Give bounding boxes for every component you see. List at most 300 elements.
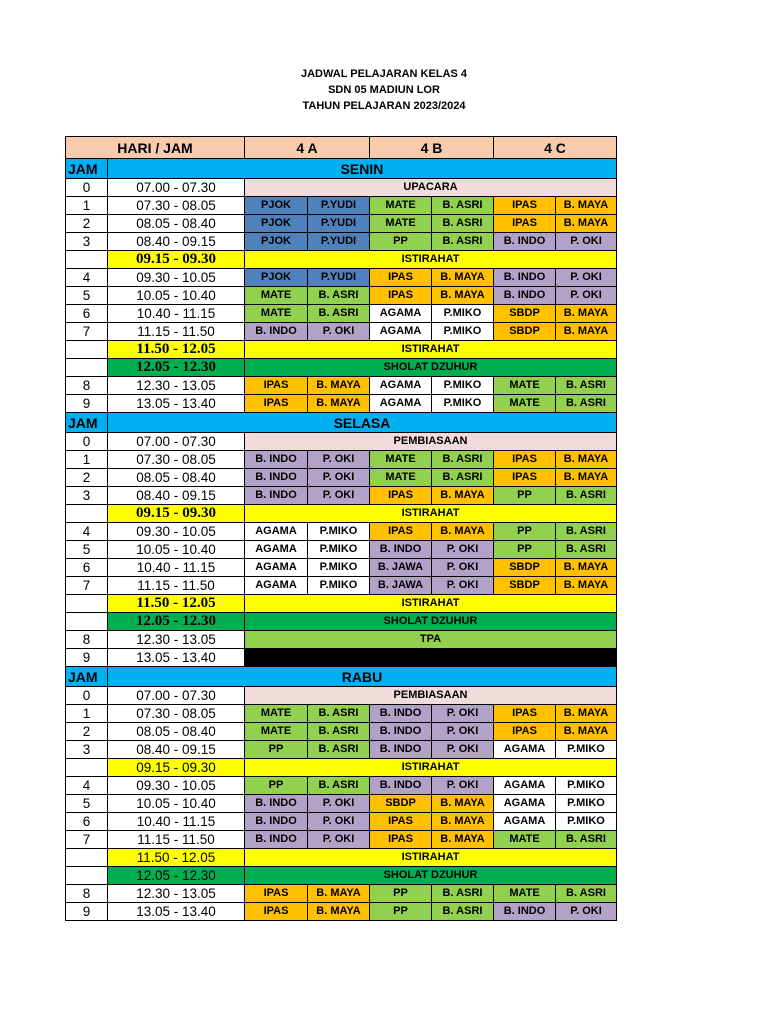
time-slot: 09.30 - 10.05 xyxy=(108,523,245,541)
teacher-cell: B. MAYA xyxy=(432,831,494,849)
table-row xyxy=(66,813,617,831)
teacher-cell: P.YUDI xyxy=(308,233,370,251)
teacher-cell: P.MIKO xyxy=(556,795,617,813)
period-number: 1 xyxy=(66,197,108,215)
activity-bar: TPA xyxy=(245,631,617,649)
period-number xyxy=(66,359,108,377)
teacher-cell: B. MAYA xyxy=(556,577,617,595)
subject-cell: B. INDO xyxy=(245,487,308,505)
teacher-cell: B. MAYA xyxy=(308,903,370,921)
period-number: 7 xyxy=(66,831,108,849)
subject-cell: MATE xyxy=(494,377,556,395)
subject-cell: PP xyxy=(494,541,556,559)
time-slot: 12.05 - 12.30 xyxy=(108,359,245,377)
time-slot: 11.15 - 11.50 xyxy=(108,577,245,595)
subject-cell: B. INDO xyxy=(245,469,308,487)
time-slot: 11.50 - 12.05 xyxy=(108,341,245,359)
time-slot: 10.05 - 10.40 xyxy=(108,541,245,559)
day-name: RABU xyxy=(108,667,617,687)
teacher-cell: P.MIKO xyxy=(556,777,617,795)
teacher-cell: B. MAYA xyxy=(432,813,494,831)
subject-cell: AGAMA xyxy=(245,559,308,577)
teacher-cell: B. ASRI xyxy=(556,377,617,395)
time-slot: 12.30 - 13.05 xyxy=(108,885,245,903)
table-row xyxy=(66,233,617,251)
subject-cell: B. JAWA xyxy=(370,559,432,577)
subject-cell: B. INDO xyxy=(494,287,556,305)
period-number xyxy=(66,341,108,359)
subject-cell: B. INDO xyxy=(494,269,556,287)
time-slot: 13.05 - 13.40 xyxy=(108,395,245,413)
subject-cell: B. INDO xyxy=(370,723,432,741)
period-number xyxy=(66,505,108,523)
period-number: 9 xyxy=(66,395,108,413)
time-slot: 08.05 - 08.40 xyxy=(108,215,245,233)
period-number: 5 xyxy=(66,541,108,559)
table-row xyxy=(66,795,617,813)
time-slot: 11.15 - 11.50 xyxy=(108,323,245,341)
time-slot: 13.05 - 13.40 xyxy=(108,649,245,667)
activity-bar: ISTIRAHAT xyxy=(245,759,617,777)
subject-cell: AGAMA xyxy=(370,395,432,413)
table-row xyxy=(66,505,617,523)
time-slot: 13.05 - 13.40 xyxy=(108,903,245,921)
teacher-cell: B. ASRI xyxy=(308,705,370,723)
time-slot: 07.00 - 07.30 xyxy=(108,179,245,197)
teacher-cell: B. ASRI xyxy=(308,777,370,795)
teacher-cell: B. MAYA xyxy=(556,451,617,469)
time-slot: 07.00 - 07.30 xyxy=(108,687,245,705)
period-number: 4 xyxy=(66,269,108,287)
time-slot: 09.30 - 10.05 xyxy=(108,269,245,287)
table-row xyxy=(66,687,617,705)
table-row xyxy=(66,777,617,795)
time-slot: 09.15 - 09.30 xyxy=(108,759,245,777)
jam-label: JAM xyxy=(66,413,108,433)
table-row xyxy=(66,305,617,323)
period-number: 0 xyxy=(66,179,108,197)
subject-cell: MATE xyxy=(494,395,556,413)
teacher-cell: P.MIKO xyxy=(432,323,494,341)
title-line-1: JADWAL PELAJARAN KELAS 4 xyxy=(300,68,468,80)
subject-cell: IPAS xyxy=(494,705,556,723)
teacher-cell: B. ASRI xyxy=(432,451,494,469)
teacher-cell: B. MAYA xyxy=(556,559,617,577)
teacher-cell: P. OKI xyxy=(308,487,370,505)
subject-cell: AGAMA xyxy=(494,795,556,813)
table-row xyxy=(66,469,617,487)
period-number xyxy=(66,251,108,269)
time-slot: 12.05 - 12.30 xyxy=(108,613,245,631)
activity-bar: UPACARA xyxy=(245,179,617,197)
subject-cell: B. INDO xyxy=(245,451,308,469)
period-number: 9 xyxy=(66,649,108,667)
table-row xyxy=(66,867,617,885)
time-slot: 10.05 - 10.40 xyxy=(108,287,245,305)
teacher-cell: P.MIKO xyxy=(432,305,494,323)
table-row xyxy=(66,215,617,233)
subject-cell: MATE xyxy=(494,885,556,903)
teacher-cell: P. OKI xyxy=(556,269,617,287)
subject-cell: IPAS xyxy=(370,831,432,849)
period-number: 8 xyxy=(66,631,108,649)
jam-label: JAM xyxy=(66,667,108,687)
teacher-cell: P. OKI xyxy=(432,541,494,559)
period-number: 6 xyxy=(66,813,108,831)
time-slot: 12.05 - 12.30 xyxy=(108,867,245,885)
teacher-cell: B. ASRI xyxy=(556,831,617,849)
time-slot: 08.05 - 08.40 xyxy=(108,469,245,487)
period-number: 8 xyxy=(66,377,108,395)
day-header-row xyxy=(66,159,617,179)
table-row xyxy=(66,341,617,359)
activity-bar: SHOLAT DZUHUR xyxy=(245,359,617,377)
subject-cell: PP xyxy=(245,741,308,759)
teacher-cell: P.MIKO xyxy=(308,577,370,595)
period-number: 0 xyxy=(66,687,108,705)
teacher-cell: B. ASRI xyxy=(308,305,370,323)
time-slot: 10.40 - 11.15 xyxy=(108,559,245,577)
teacher-cell: B. ASRI xyxy=(432,215,494,233)
table-row xyxy=(66,595,617,613)
time-slot: 11.15 - 11.50 xyxy=(108,831,245,849)
subject-cell: IPAS xyxy=(245,885,308,903)
subject-cell: B. INDO xyxy=(370,705,432,723)
empty-bar xyxy=(245,649,617,667)
period-number: 3 xyxy=(66,233,108,251)
day-name: SENIN xyxy=(108,159,617,179)
time-slot: 12.30 - 13.05 xyxy=(108,377,245,395)
period-number: 4 xyxy=(66,523,108,541)
period-number: 5 xyxy=(66,287,108,305)
time-slot: 10.40 - 11.15 xyxy=(108,813,245,831)
subject-cell: PJOK xyxy=(245,233,308,251)
time-slot: 08.05 - 08.40 xyxy=(108,723,245,741)
teacher-cell: P.YUDI xyxy=(308,269,370,287)
subject-cell: AGAMA xyxy=(494,777,556,795)
teacher-cell: B. ASRI xyxy=(308,723,370,741)
subject-cell: PP xyxy=(370,233,432,251)
teacher-cell: P. OKI xyxy=(432,741,494,759)
teacher-cell: B. ASRI xyxy=(432,233,494,251)
schedule-table xyxy=(65,136,617,921)
teacher-cell: P.MIKO xyxy=(432,377,494,395)
teacher-cell: P. OKI xyxy=(308,813,370,831)
subject-cell: IPAS xyxy=(494,723,556,741)
teacher-cell: P. OKI xyxy=(556,233,617,251)
document-title xyxy=(0,66,768,114)
subject-cell: B. INDO xyxy=(245,795,308,813)
subject-cell: PJOK xyxy=(245,269,308,287)
subject-cell: IPAS xyxy=(494,197,556,215)
period-number: 2 xyxy=(66,215,108,233)
subject-cell: AGAMA xyxy=(370,305,432,323)
table-row xyxy=(66,251,617,269)
subject-cell: MATE xyxy=(245,705,308,723)
teacher-cell: B. ASRI xyxy=(556,523,617,541)
subject-cell: AGAMA xyxy=(245,577,308,595)
table-row xyxy=(66,849,617,867)
teacher-cell: B. MAYA xyxy=(556,723,617,741)
teacher-cell: B. ASRI xyxy=(432,197,494,215)
subject-cell: AGAMA xyxy=(494,741,556,759)
subject-cell: AGAMA xyxy=(245,523,308,541)
teacher-cell: P. OKI xyxy=(556,287,617,305)
teacher-cell: B. MAYA xyxy=(556,323,617,341)
teacher-cell: P.MIKO xyxy=(556,813,617,831)
subject-cell: MATE xyxy=(245,287,308,305)
period-number: 0 xyxy=(66,433,108,451)
title-line-3: TAHUN PELAJARAN 2023/2024 xyxy=(302,100,466,112)
period-number: 1 xyxy=(66,451,108,469)
time-slot: 07.00 - 07.30 xyxy=(108,433,245,451)
subject-cell: B. INDO xyxy=(494,233,556,251)
teacher-cell: B. MAYA xyxy=(432,269,494,287)
subject-cell: PP xyxy=(494,523,556,541)
teacher-cell: B. ASRI xyxy=(432,903,494,921)
subject-cell: IPAS xyxy=(494,469,556,487)
subject-cell: IPAS xyxy=(494,215,556,233)
teacher-cell: B. MAYA xyxy=(432,287,494,305)
period-number xyxy=(66,759,108,777)
table-row xyxy=(66,433,617,451)
period-number: 6 xyxy=(66,559,108,577)
activity-bar: ISTIRAHAT xyxy=(245,849,617,867)
teacher-cell: B. MAYA xyxy=(556,469,617,487)
time-slot: 10.40 - 11.15 xyxy=(108,305,245,323)
teacher-cell: B. ASRI xyxy=(432,469,494,487)
header-class-4c: 4 C xyxy=(494,137,617,159)
teacher-cell: P.MIKO xyxy=(556,741,617,759)
teacher-cell: B. MAYA xyxy=(432,523,494,541)
subject-cell: IPAS xyxy=(370,487,432,505)
teacher-cell: P. OKI xyxy=(432,705,494,723)
table-row xyxy=(66,577,617,595)
subject-cell: AGAMA xyxy=(245,541,308,559)
table-row xyxy=(66,359,617,377)
subject-cell: IPAS xyxy=(245,903,308,921)
teacher-cell: P. OKI xyxy=(432,723,494,741)
time-slot: 09.15 - 09.30 xyxy=(108,251,245,269)
subject-cell: B. INDO xyxy=(370,741,432,759)
subject-cell: MATE xyxy=(370,215,432,233)
teacher-cell: B. ASRI xyxy=(556,541,617,559)
period-number: 2 xyxy=(66,469,108,487)
table-row xyxy=(66,523,617,541)
teacher-cell: B. ASRI xyxy=(556,885,617,903)
activity-bar: ISTIRAHAT xyxy=(245,505,617,523)
teacher-cell: B. MAYA xyxy=(556,197,617,215)
day-header-row xyxy=(66,667,617,687)
activity-bar: SHOLAT DZUHUR xyxy=(245,613,617,631)
subject-cell: B. INDO xyxy=(370,541,432,559)
activity-bar: PEMBIASAAN xyxy=(245,687,617,705)
teacher-cell: P. OKI xyxy=(432,559,494,577)
table-row xyxy=(66,451,617,469)
teacher-cell: P.MIKO xyxy=(432,395,494,413)
teacher-cell: P. OKI xyxy=(556,903,617,921)
time-slot: 09.30 - 10.05 xyxy=(108,777,245,795)
time-slot: 07.30 - 08.05 xyxy=(108,451,245,469)
table-row xyxy=(66,287,617,305)
subject-cell: PJOK xyxy=(245,215,308,233)
table-row xyxy=(66,741,617,759)
table-row xyxy=(66,179,617,197)
subject-cell: SBDP xyxy=(494,559,556,577)
subject-cell: PJOK xyxy=(245,197,308,215)
teacher-cell: P.MIKO xyxy=(308,541,370,559)
time-slot: 07.30 - 08.05 xyxy=(108,705,245,723)
subject-cell: MATE xyxy=(494,831,556,849)
teacher-cell: B. MAYA xyxy=(308,885,370,903)
day-name: SELASA xyxy=(108,413,617,433)
subject-cell: IPAS xyxy=(370,287,432,305)
time-slot: 07.30 - 08.05 xyxy=(108,197,245,215)
activity-bar: ISTIRAHAT xyxy=(245,251,617,269)
table-row xyxy=(66,487,617,505)
subject-cell: B. INDO xyxy=(494,903,556,921)
table-row xyxy=(66,377,617,395)
period-number: 2 xyxy=(66,723,108,741)
time-slot: 10.05 - 10.40 xyxy=(108,795,245,813)
subject-cell: IPAS xyxy=(370,523,432,541)
period-number: 7 xyxy=(66,577,108,595)
subject-cell: IPAS xyxy=(494,451,556,469)
title-line-2: SDN 05 MADIUN LOR xyxy=(328,84,440,96)
subject-cell: B. INDO xyxy=(245,323,308,341)
subject-cell: MATE xyxy=(370,469,432,487)
subject-cell: MATE xyxy=(370,197,432,215)
subject-cell: B. JAWA xyxy=(370,577,432,595)
teacher-cell: P.YUDI xyxy=(308,197,370,215)
period-number xyxy=(66,595,108,613)
period-number: 3 xyxy=(66,741,108,759)
teacher-cell: P.YUDI xyxy=(308,215,370,233)
period-number: 4 xyxy=(66,777,108,795)
period-number: 9 xyxy=(66,903,108,921)
table-row xyxy=(66,269,617,287)
teacher-cell: B. ASRI xyxy=(432,885,494,903)
table-row xyxy=(66,831,617,849)
day-header-row xyxy=(66,413,617,433)
time-slot: 11.50 - 12.05 xyxy=(108,849,245,867)
period-number: 8 xyxy=(66,885,108,903)
period-number: 1 xyxy=(66,705,108,723)
subject-cell: MATE xyxy=(245,723,308,741)
teacher-cell: B. ASRI xyxy=(556,487,617,505)
activity-bar: ISTIRAHAT xyxy=(245,595,617,613)
table-row xyxy=(66,197,617,215)
table-row xyxy=(66,705,617,723)
jam-label: JAM xyxy=(66,159,108,179)
teacher-cell: P. OKI xyxy=(308,451,370,469)
subject-cell: PP xyxy=(245,777,308,795)
subject-cell: AGAMA xyxy=(370,377,432,395)
subject-cell: SBDP xyxy=(494,305,556,323)
teacher-cell: B. ASRI xyxy=(308,287,370,305)
time-slot: 08.40 - 09.15 xyxy=(108,741,245,759)
header-class-4b: 4 B xyxy=(370,137,494,159)
teacher-cell: P.MIKO xyxy=(308,523,370,541)
teacher-cell: B. ASRI xyxy=(308,741,370,759)
teacher-cell: P. OKI xyxy=(308,323,370,341)
table-row xyxy=(66,759,617,777)
teacher-cell: B. ASRI xyxy=(556,395,617,413)
table-row xyxy=(66,903,617,921)
table-row xyxy=(66,613,617,631)
header-class-4a: 4 A xyxy=(245,137,370,159)
teacher-cell: P. OKI xyxy=(308,795,370,813)
teacher-cell: B. MAYA xyxy=(432,487,494,505)
subject-cell: IPAS xyxy=(370,813,432,831)
table-row xyxy=(66,395,617,413)
subject-cell: AGAMA xyxy=(494,813,556,831)
teacher-cell: B. MAYA xyxy=(556,705,617,723)
subject-cell: MATE xyxy=(370,451,432,469)
subject-cell: IPAS xyxy=(245,395,308,413)
teacher-cell: B. MAYA xyxy=(308,395,370,413)
teacher-cell: P. OKI xyxy=(308,831,370,849)
teacher-cell: P. OKI xyxy=(432,577,494,595)
subject-cell: SBDP xyxy=(494,323,556,341)
teacher-cell: P.MIKO xyxy=(308,559,370,577)
subject-cell: AGAMA xyxy=(370,323,432,341)
time-slot: 08.40 - 09.15 xyxy=(108,487,245,505)
table-row xyxy=(66,631,617,649)
teacher-cell: P. OKI xyxy=(308,469,370,487)
period-number xyxy=(66,867,108,885)
teacher-cell: P. OKI xyxy=(432,777,494,795)
subject-cell: SBDP xyxy=(494,577,556,595)
subject-cell: PP xyxy=(370,885,432,903)
table-header-row xyxy=(66,137,617,159)
teacher-cell: B. MAYA xyxy=(432,795,494,813)
table-row xyxy=(66,541,617,559)
time-slot: 12.30 - 13.05 xyxy=(108,631,245,649)
period-number xyxy=(66,613,108,631)
period-number xyxy=(66,849,108,867)
subject-cell: B. INDO xyxy=(245,831,308,849)
period-number: 7 xyxy=(66,323,108,341)
activity-bar: SHOLAT DZUHUR xyxy=(245,867,617,885)
teacher-cell: B. MAYA xyxy=(556,305,617,323)
table-row xyxy=(66,649,617,667)
subject-cell: B. INDO xyxy=(245,813,308,831)
subject-cell: PP xyxy=(370,903,432,921)
subject-cell: B. INDO xyxy=(370,777,432,795)
subject-cell: PP xyxy=(494,487,556,505)
table-row xyxy=(66,885,617,903)
time-slot: 09.15 - 09.30 xyxy=(108,505,245,523)
time-slot: 08.40 - 09.15 xyxy=(108,233,245,251)
teacher-cell: B. MAYA xyxy=(308,377,370,395)
table-row xyxy=(66,723,617,741)
period-number: 5 xyxy=(66,795,108,813)
table-row xyxy=(66,323,617,341)
header-hari-jam: HARI / JAM xyxy=(66,137,245,159)
teacher-cell: B. MAYA xyxy=(556,215,617,233)
period-number: 6 xyxy=(66,305,108,323)
time-slot: 11.50 - 12.05 xyxy=(108,595,245,613)
subject-cell: IPAS xyxy=(370,269,432,287)
subject-cell: SBDP xyxy=(370,795,432,813)
subject-cell: IPAS xyxy=(245,377,308,395)
activity-bar: ISTIRAHAT xyxy=(245,341,617,359)
table-row xyxy=(66,559,617,577)
period-number: 3 xyxy=(66,487,108,505)
activity-bar: PEMBIASAAN xyxy=(245,433,617,451)
subject-cell: MATE xyxy=(245,305,308,323)
